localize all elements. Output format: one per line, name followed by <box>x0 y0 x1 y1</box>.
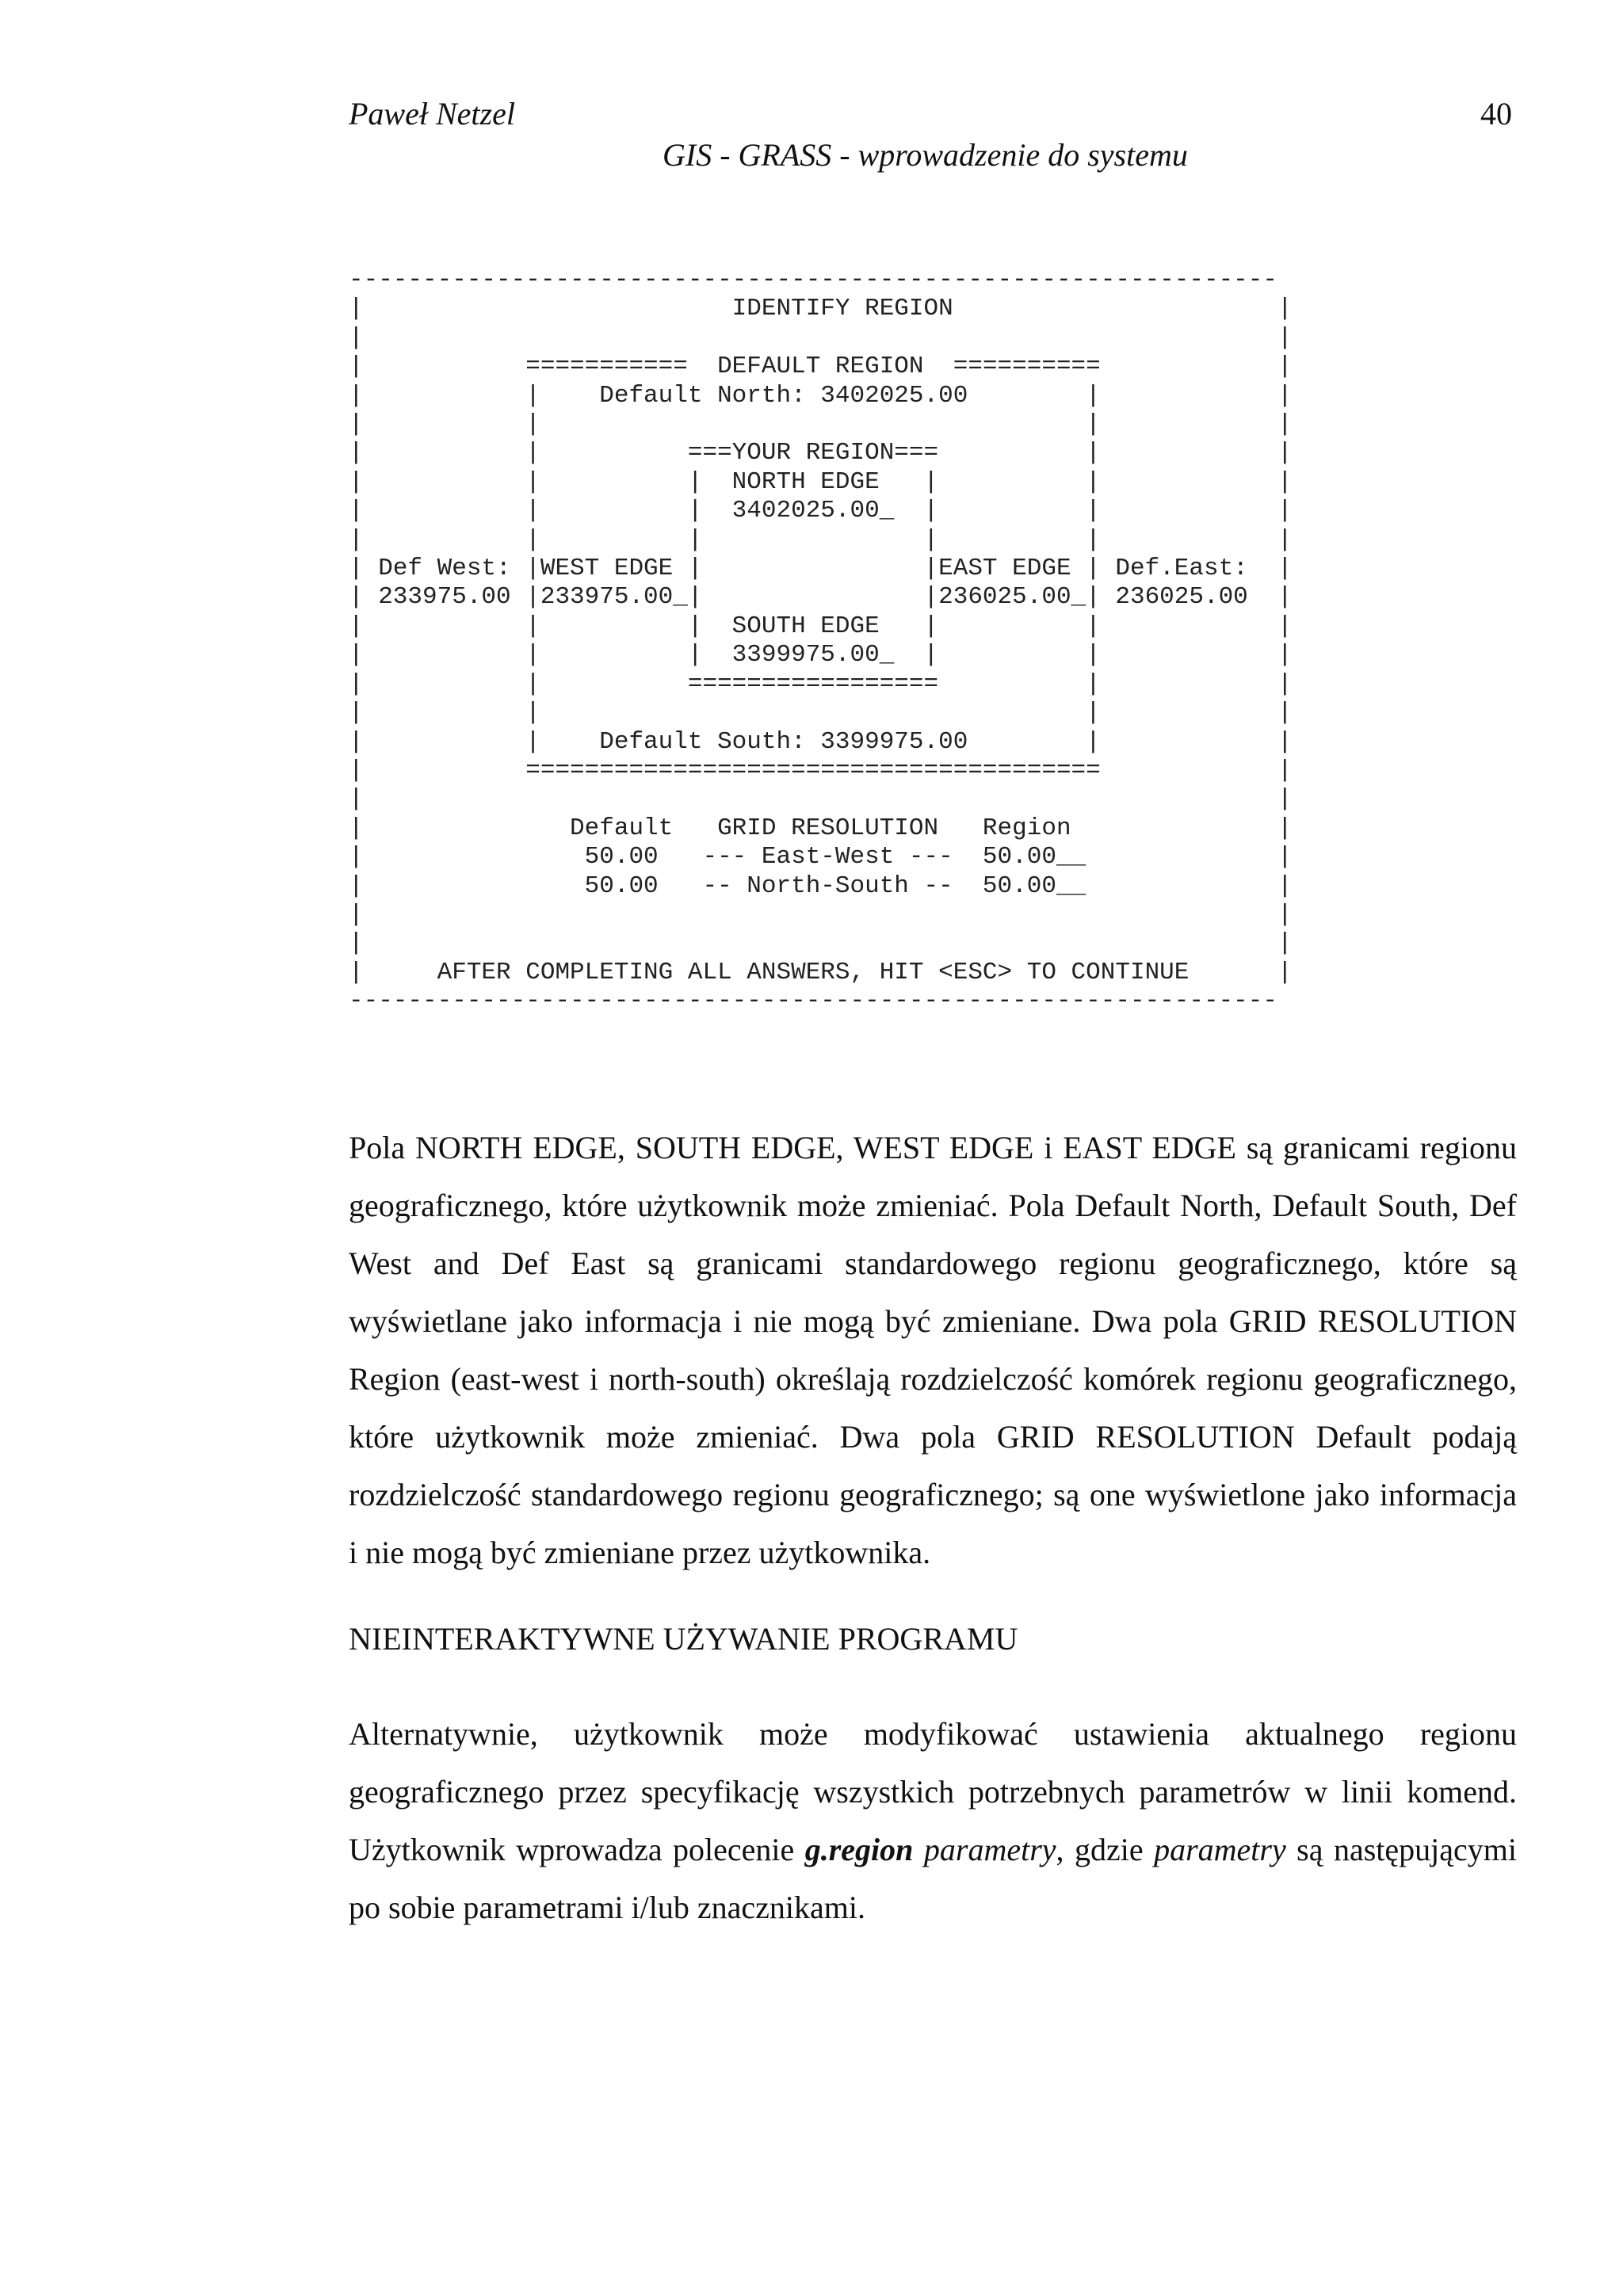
paragraph-text-middle: , gdzie <box>1056 1832 1155 1867</box>
terminal-line: | =========== DEFAULT REGION ========== | <box>349 353 1293 381</box>
parameter-word: parametry <box>923 1832 1056 1867</box>
terminal-line: | | | | | | <box>349 525 1293 554</box>
paragraph-text-start: Alternatywnie, użytkownik może modyfikować ustawienia aktualnego regionu geograficznego przez specyfikację wszystkich potrzebnych parametrów w linii komend. Użytkownik wprowadza polecenie <box>349 1716 1517 1867</box>
terminal-line: | | ===YOUR REGION=== | | <box>349 439 1293 467</box>
terminal-line: | | | SOUTH EDGE | | | <box>349 612 1293 640</box>
paragraph-noninteractive-usage <box>349 1705 1517 1936</box>
terminal-line: | | | NORTH EDGE | | | <box>349 467 1293 496</box>
terminal-line: | | <box>349 929 1293 958</box>
running-header-title: GIS - GRASS - wprowadzenie do systemu <box>663 137 1188 173</box>
page-number: 40 <box>1480 96 1512 132</box>
section-heading: NIEINTERAKTYWNE UŻYWANIE PROGRAMU <box>349 1621 1018 1657</box>
terminal-line: | | <box>349 323 1293 352</box>
running-header-author: Paweł Netzel <box>349 96 515 132</box>
terminal-line: | 50.00 -- North-South -- 50.00__ | <box>349 871 1293 900</box>
terminal-line: | ======================================= | <box>349 756 1293 784</box>
terminal-line: --------------------------------------------------------------- <box>349 987 1277 1016</box>
terminal-line: | | | | <box>349 410 1293 439</box>
terminal-line: | | Default North: 3402025.00 | | <box>349 381 1293 410</box>
paragraph-field-description: Pola NORTH EDGE, SOUTH EDGE, WEST EDGE i EAST EDGE są granicami regionu geograficznego, które użytkownik może zmieniać. Pola Default North, Default South, Def West and Def East są granicami standardowego regionu geograficznego, które są wyświetlane jako informacja i nie mogą być zmieniane. Dwa pola GRID RESOLUTION Region (east-west i north-south) określają rozdzielczość komórek regionu geograficznego, które użytkownik może zmieniać. Dwa pola GRID RESOLUTION Default podają rozdzielczość standardowego regionu geograficznego; są one wyświetlone jako informacja i nie mogą być zmieniane przez użytkownika. <box>349 1130 1517 1570</box>
terminal-line: | | | | <box>349 699 1293 727</box>
terminal-line: | Default GRID RESOLUTION Region | <box>349 814 1293 842</box>
terminal-line: | | Default South: 3399975.00 | | <box>349 727 1293 756</box>
parameter-word-2: parametry <box>1154 1832 1286 1867</box>
paragraph-space <box>913 1832 923 1867</box>
command-name: g.region <box>804 1832 914 1867</box>
terminal-line: | | <box>349 900 1293 929</box>
terminal-line: | | ================= | | <box>349 669 1293 698</box>
paragraph-text-end: są następującymi po sobie parametrami i/lub znacznikami. <box>349 1832 1517 1925</box>
terminal-line: | | <box>349 785 1293 814</box>
terminal-line: | | | 3402025.00_ | | | <box>349 497 1293 525</box>
terminal-line: | AFTER COMPLETING ALL ANSWERS, HIT <ESC> TO CONTINUE | <box>349 958 1293 986</box>
terminal-line: | Def West: |WEST EDGE | |EAST EDGE | Def.East: | <box>349 555 1293 583</box>
terminal-line: | 233975.00 |233975.00_| |236025.00_| 236025.00 | <box>349 583 1293 612</box>
terminal-line: | 50.00 --- East-West --- 50.00__ | <box>349 843 1293 871</box>
terminal-line: | IDENTIFY REGION | <box>349 295 1293 323</box>
identify-region-screen <box>349 266 1293 1016</box>
terminal-line: | | | 3399975.00_ | | | <box>349 641 1293 669</box>
terminal-line: --------------------------------------------------------------- <box>349 266 1277 294</box>
